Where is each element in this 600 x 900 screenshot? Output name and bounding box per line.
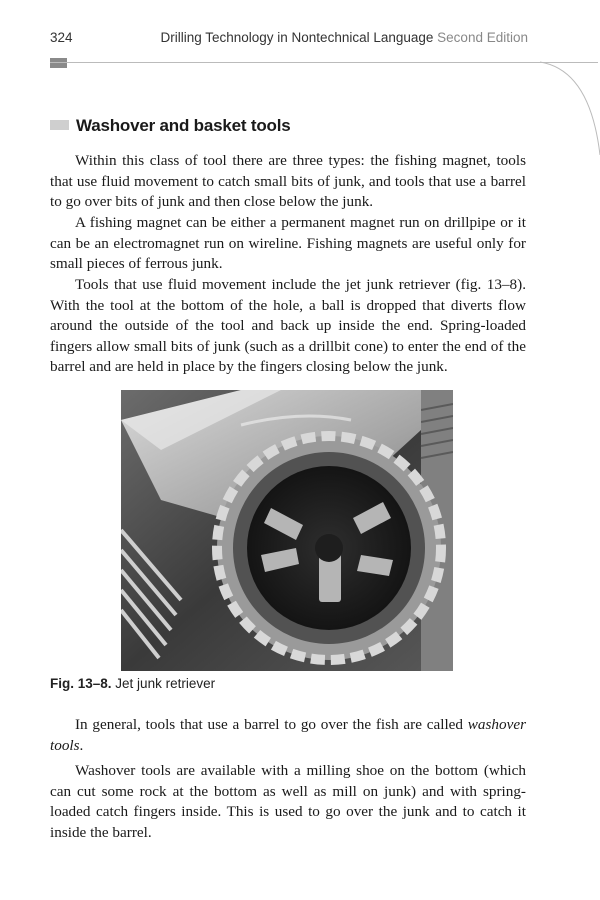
heading-marker (50, 120, 69, 130)
paragraph-washover-definition (50, 715, 526, 756)
book-title: Drilling Technology in Nontechnical Language (160, 30, 434, 45)
jet-junk-retriever-photo (121, 390, 453, 671)
page-curve-decoration (0, 0, 600, 160)
section-heading-text: Washover and basket tools (76, 116, 291, 135)
figure-caption-text: Jet junk retriever (115, 676, 216, 691)
section-heading (50, 116, 290, 136)
washover-term: washover tools (50, 716, 526, 754)
figure-jet-junk-retriever-photo (121, 390, 453, 671)
washover-definition-text: In general, tools that use a barrel to go over the fish are called (75, 716, 468, 733)
figure-caption (50, 676, 215, 691)
paragraph-jet-junk-retriever: Tools that use fluid movement include the jet junk retriever (fig. 13–8). With the tool at the bottom of the hole, a ball is dropped that diverts flow around the outside of the tool and back up inside the end. Spring-loaded fingers allow small bits of junk (such as a drillbit cone) to enter the end of the barrel and are held in place by the fingers closing below the junk. (50, 276, 526, 375)
washover-definition-end: . (79, 736, 84, 754)
edition-label: Second Edition (437, 30, 528, 45)
paragraph-washover-tools: Washover tools are available with a milling shoe on the bottom (which can cut some rock at the bottom as well as mill on junk) and with spring-loaded catch fingers inside. This is used to go over the junk and to catch it inside the barrel. (50, 762, 526, 841)
page-number: 324 (50, 30, 73, 45)
paragraph-intro: Within this class of tool there are three types: the fishing magnet, tools that use fluid movement to catch small bits of junk, and tools that use a barrel to go over bits of junk and then close below the junk. (50, 152, 526, 210)
paragraph-fishing-magnet: A fishing magnet can be either a permanent magnet run on drillpipe or it can be an electromagnet run on wireline. Fishing magnets are useful only for small pieces of ferrous junk. (50, 214, 526, 272)
figure-label: Fig. 13–8. (50, 676, 112, 691)
